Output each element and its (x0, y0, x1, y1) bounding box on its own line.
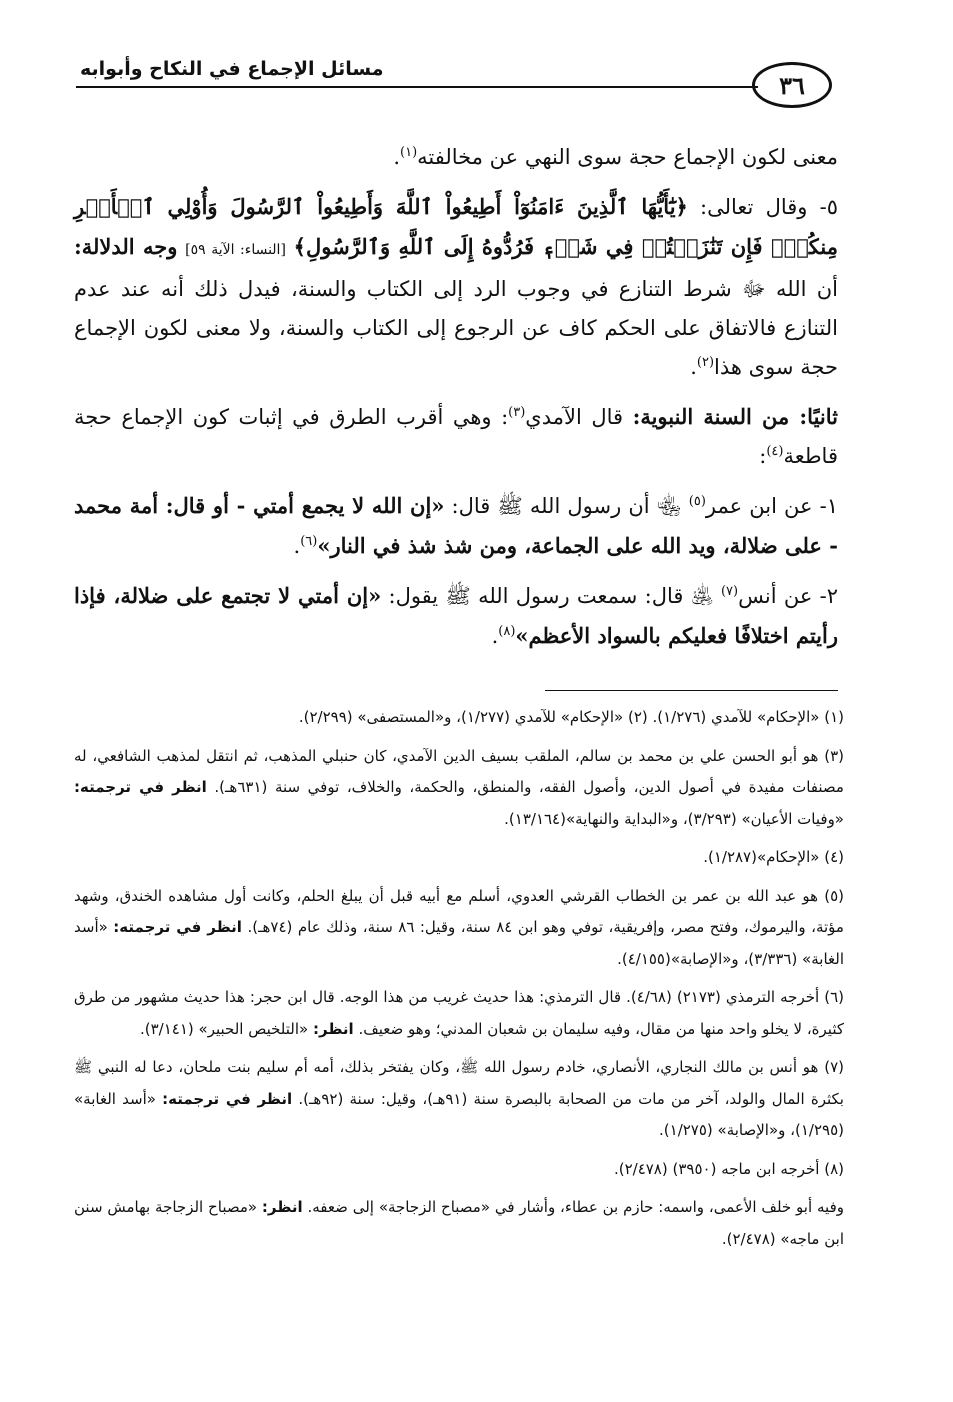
footnote-ref-1: (١) (400, 145, 418, 160)
paragraph-hadith-2 (74, 576, 838, 656)
footnote-ref-8: (٨) (498, 624, 516, 639)
p3-lead: ١- عن ابن عمر (705, 494, 838, 518)
footnote-4: (٤) «الإحكام»(١/٢٨٧). (703, 848, 844, 866)
fn6-label: انظر: (312, 1019, 354, 1038)
fn3-text: (٣) هو أبو الحسن علي بن محمد بن سالم، الملقب بسيف الدين الآمدي، كان حنبلي المذهب، ثم انتقل لمذهب الشافعي، له مصنفات مفيدة في أصول الدين، وأصول الفقه، والمنطق، والحكمة، والخلاف، توفي سنة (٦٣١هـ). (74, 746, 844, 796)
fn6-refs: «التلخيص الحبير» (٣/١٤١). (139, 1019, 309, 1038)
p4-text: ﵁ قال: سمعت رسول الله ﷺ يقول: (381, 584, 721, 608)
paragraph-sunnah (74, 397, 838, 476)
fn8b-refs: «مصباح الزجاجة بهامش سنن ابن ماجه» (٢/٤٧٨). (74, 1198, 844, 1248)
fn5-refs: «أسد الغابة» (٣/٣٣٦)، و«الإصابة»(٤/١٥٥). (74, 918, 844, 968)
footnote-separator (545, 690, 838, 691)
fn7-text: (٧) هو أنس بن مالك النجاري، الأنصاري، خادم رسول الله ﷺ، وكان يفتخر بذلك، أمه أم سليم بنت ملحان، دعا له النبي ﷺ بكثرة المال والولد، آخر من مات من الصحابة بالبصرة سنة (٩١هـ)، وقيل: سنة (٩٢هـ). (74, 1058, 844, 1108)
p3-text: ﵄ أن رسول الله ﷺ قال: (444, 494, 689, 518)
footnote-ref-2: (٢) (696, 355, 715, 370)
footnote-ref-5: (٥) (688, 494, 706, 509)
p1-lead: ٥- وقال تعالى: (687, 195, 839, 219)
fn7-label: انظر في ترجمته: (162, 1089, 293, 1108)
running-title: مسائل الإجماع في النكاح وأبوابه (80, 58, 384, 80)
fn3-label: انظر في ترجمته: (74, 778, 207, 796)
paragraph-0 (74, 138, 838, 177)
footnote-5 (74, 881, 844, 976)
quran-verse: ﴿يَٰٓأَيُّهَا ٱلَّذِينَ ءَامَنُوٓاْ أَطِيعُواْ ٱللَّهَ وَأَطِيعُواْ ٱلرَّسُولَ وَأُوْلِي ٱلۡأَمۡرِ مِنكُمۡۖ فَإِن تَنَٰزَعۡتُمۡ فِي شَيۡءٖ فَرُدُّوهُ إِلَى ٱللَّهِ وَٱلرَّسُولِ﴾ (74, 194, 838, 259)
fn5-text: (٥) هو عبد الله بن عمر بن الخطاب القرشي العدوي، أسلم مع أبيه قبل أن يبلغ الحلم، وكانت أول مشاهده الخندق، وشهد مؤتة، واليرموك، وفتح مصر، وإفريقية، توفي وهو ابن ٨٤ سنة، وقيل: ٨٦ سنة، وذلك عام (٧٤هـ). (74, 886, 844, 936)
paragraph-hadith-1 (74, 486, 838, 566)
section-label: ثانيًا: من السنة النبوية: (632, 404, 839, 429)
footnote-3 (74, 741, 844, 836)
fn3-refs: «وفيات الأعيان» (٣/٢٩٣)، و«البداية والنهاية»(١٣/١٦٤). (504, 809, 844, 828)
footnote-ref-4: (٤) (766, 444, 784, 459)
main-text (74, 138, 838, 666)
p0-text: معنى لكون الإجماع حجة سوى النهي عن مخالفته (417, 145, 838, 169)
footnote-ref-7: (٧) (720, 584, 739, 599)
p2-text2: : وهي أقرب الطرق في إثبات كون الإجماع حجة قاطعة (74, 405, 838, 468)
fn6-text: (٦) أخرجه الترمذي (٢١٧٣) (٤/٦٨). قال الترمذي: هذا حديث غريب من هذا الوجه. قال ابن حجر: هذا حديث مشهور من طرق كثيرة، لا يخلو واحد منها من مقال، وفيه سليمان بن شعبان المدني؛ وهو ضعيف. (74, 988, 844, 1038)
p1-rest: أن الله ﷻ شرط التنازع في وجوب الرد إلى الكتاب والسنة، فيدل ذلك أنه عند عدم التنازع فالاتفاق على الحكم كاف عن الرجوع إلى الكتاب والسنة، ولا معنى لكون الإجماع حجة سوى هذا (74, 277, 838, 379)
footnotes (74, 702, 844, 1262)
p0-end: . (393, 145, 401, 169)
verse-reference: [النساء: الآية ٥٩] (185, 242, 286, 258)
p4-lead: ٢- عن أنس (738, 584, 839, 608)
p3-end: . (293, 534, 301, 558)
footnote-1-2: (١) «الإحكام» للآمدي (١/٢٧٦). (٢) «الإحكام» للآمدي (١/٢٧٧)، و«المستصفى» (٢/٢٩٩). (298, 708, 844, 726)
fn5-label: انظر في ترجمته: (113, 918, 242, 936)
footnote-8-continued (74, 1192, 844, 1255)
fn8b-text: وفيه أبو خلف الأعمى، واسمه: حازم بن عطاء، وأشار في «مصباح الزجاجة» إلى ضعفه. (307, 1198, 844, 1216)
fn7-refs: «أسد الغابة» (١/٢٩٥)، و«الإصابة» (١/٢٧٥). (74, 1089, 844, 1139)
footnote-ref-6: (٦) (300, 534, 318, 549)
paragraph-verse (74, 187, 838, 387)
p1-end: . (690, 355, 697, 379)
page-number: ٣٦ (752, 62, 832, 108)
hadith-text-1: «إن الله لا يجمع أمتي - أو قال: أمة محمد - على ضلالة، ويد الله على الجماعة، ومن شذ شذ في النار» (74, 493, 838, 558)
p2-text1: قال الآمدي (525, 405, 624, 429)
wajh-label: وجه الدلالة: (74, 234, 178, 259)
header-rule (76, 86, 758, 88)
p2-end: : (759, 444, 767, 468)
fn8b-label: انظر: (261, 1198, 303, 1216)
footnote-7 (74, 1052, 844, 1147)
footnote-6 (74, 982, 844, 1045)
footnote-ref-3: (٣) (508, 405, 526, 420)
footnote-8: (٨) أخرجه ابن ماجه (٣٩٥٠) (٢/٤٧٨). (613, 1159, 844, 1178)
hadith-text-2: «إن أمتي لا تجتمع على ضلالة، فإذا رأيتم اختلافًا فعليكم بالسواد الأعظم» (74, 583, 838, 648)
p4-end: . (491, 624, 499, 648)
